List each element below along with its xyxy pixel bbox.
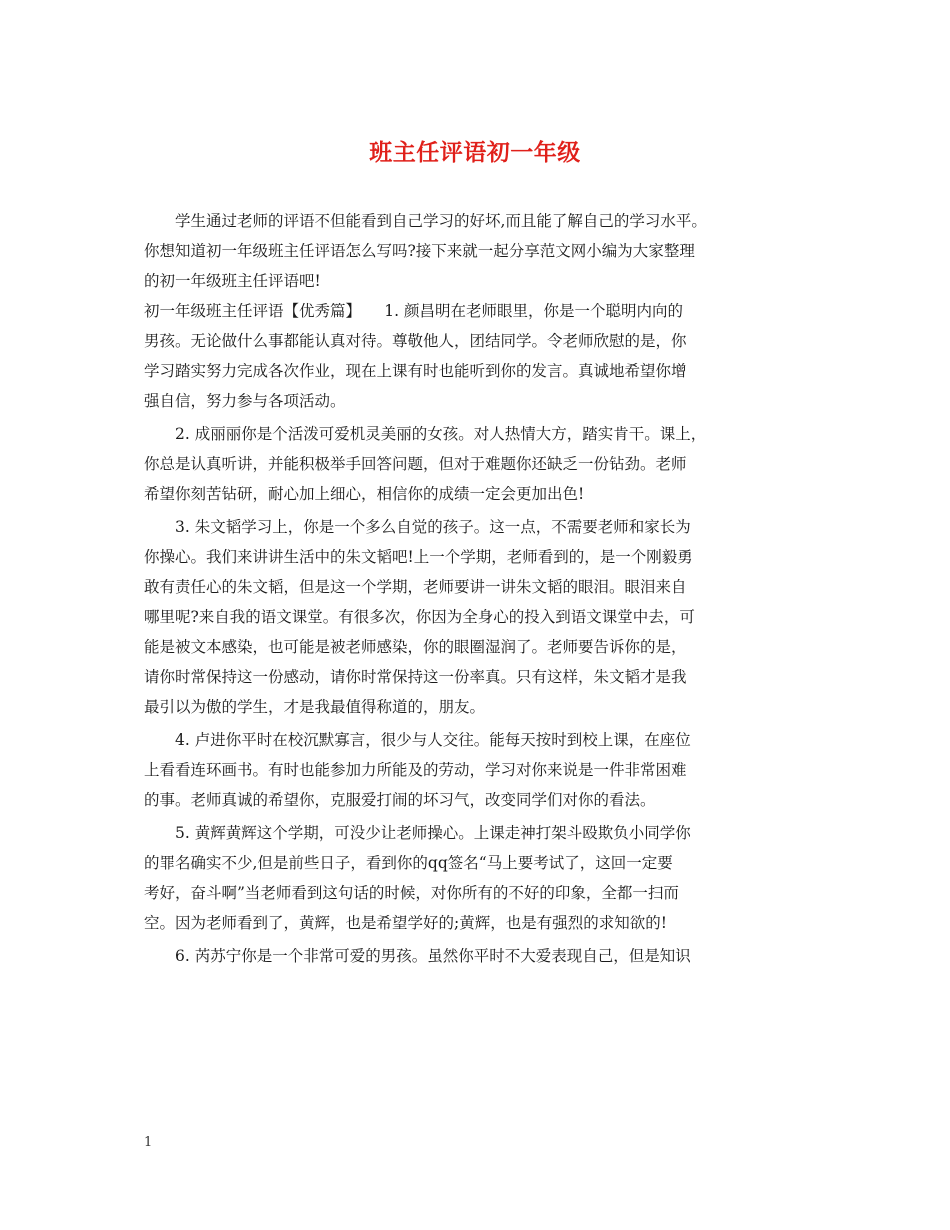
text-line: 希望你刻苦钻研，耐心加上细心，相信你的成绩一定会更加出色! (144, 485, 585, 503)
text-line: 强自信，努力参与各项活动。 (144, 392, 346, 410)
text-line: 你操心。我们来讲讲生活中的朱文韬吧!上一个学期，老师看到的，是一个刚毅勇 (144, 548, 693, 566)
text-line: 你想知道初一年级班主任评语怎么写吗?接下来就一起分享范文网小编为大家整理 (144, 242, 695, 260)
text-line: 学习踏实努力完成各次作业，现在上课有时也能听到你的发言。真诚地希望你增 (144, 362, 687, 380)
text-line: 学生通过老师的评语不但能看到自己学习的好坏,而且能了解自己的学习水平。 (175, 212, 707, 230)
text-line: 上看看连环画书。有时也能参加力所能及的劳动，学习对你来说是一件非常困难 (144, 761, 687, 779)
text-line: 的事。老师真诚的希望你，克服爱打闹的坏习气，改变同学们对你的看法。 (144, 791, 656, 809)
text-line: 能是被文本感染，也可能是被老师感染，你的眼圈湿润了。老师要告诉你的是， (144, 638, 687, 656)
text-line: 空。因为老师看到了，黄辉，也是希望学好的;黄辉，也是有强烈的求知欲的! (144, 914, 667, 932)
text-line: 6. 芮苏宁你是一个非常可爱的男孩。虽然你平时不大爱表现自己，但是知识 (175, 947, 691, 965)
text-line: 最引以为傲的学生，才是我最值得称道的，朋友。 (144, 698, 486, 716)
text-line: 你总是认真听讲，并能积极举手回答问题，但对于难题你还缺乏一份钻劲。老师 (144, 455, 687, 473)
document-body (144, 206, 814, 971)
text-line: 请你时常保持这一份感动，请你时常保持这一份率真。只有这样，朱文韬才是我 (144, 668, 687, 686)
text-line: 男孩。无论做什么事都能认真对待。尊敬他人，团结同学。令老师欣慰的是，你 (144, 332, 687, 350)
document-title: 班主任评语初一年级 (369, 139, 581, 166)
text-line: 的罪名确实不少,但是前些日子，看到你的qq签名“马上要考试了，这回一定要 (144, 854, 673, 872)
text-line: 考好，奋斗啊”当老师看到这句话的时候，对你所有的不好的印象，全都一扫而 (144, 884, 679, 902)
text-line: 2. 成丽丽你是个活泼可爱机灵美丽的女孩。对人热情大方，踏实肯干。课上， (175, 425, 707, 443)
text-line: 敢有责任心的朱文韬，但是这一个学期，老师要讲一讲朱文韬的眼泪。眼泪来自 (144, 578, 687, 596)
page-number: 1 (144, 1135, 153, 1150)
text-line: 5. 黄辉黄辉这个学期，可没少让老师操心。上课走神打架斗殴欺负小同学你 (175, 824, 691, 842)
text-line: 哪里呢?来自我的语文课堂。有很多次，你因为全身心的投入到语文课堂中去，可 (144, 608, 695, 626)
text-line: 3. 朱文韬学习上，你是一个多么自觉的孩子。这一点，不需要老师和家长为 (175, 518, 691, 536)
text-line: 的初一年级班主任评语吧! (144, 272, 321, 290)
text-line: 4. 卢进你平时在校沉默寡言，很少与人交往。能每天按时到校上课，在座位 (175, 731, 691, 749)
text-line: 初一年级班主任评语【优秀篇】 1. 颜昌明在老师眼里，你是一个聪明内向的 (144, 302, 683, 320)
